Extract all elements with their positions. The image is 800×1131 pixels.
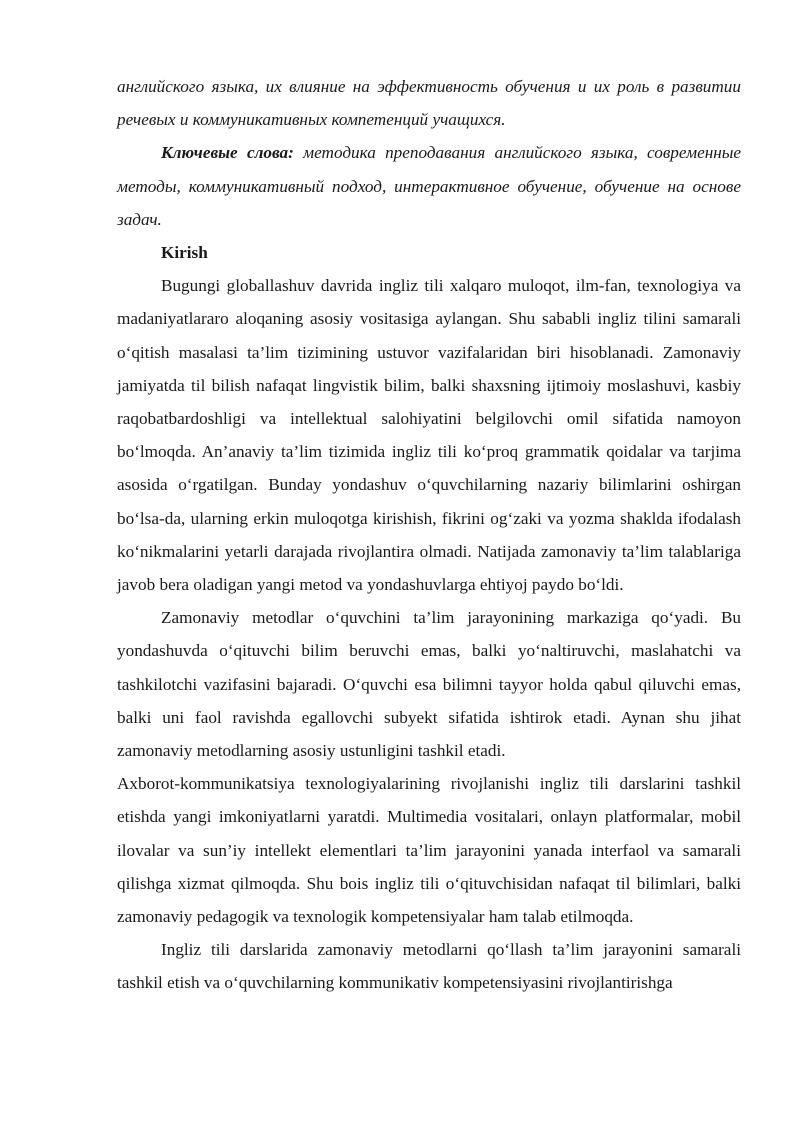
paragraph-1: Bugungi globallashuv davrida ingliz tili xalqaro muloqot, ilm-fan, texnologiya va madaniyatlararo aloqaning asosiy vositasiga aylangan. Shu sababli ingliz tilini samarali o‘qitish masalasi ta’lim tizimining ustuvor vazifalaridan biri hisoblanadi. Zamonaviy jamiyatda til bilish nafaqat lingvistik bilim, balki shaxsning ijtimoiy moslashuvi, kasbiy raqobatbardoshligi va intellektual salohiyatini belgilovchi omil sifatida namoyon bo‘lmoqda. An’anaviy ta’lim tizimida ingliz tili ko‘proq grammatik qoidalar va tarjima asosida o‘rgatilgan. Bunday yondashuv o‘quvchilarning nazariy bilimlarini oshirgan bo‘lsa-da, ularning erkin muloqotga kirishish, fikrini og‘zaki va yozma shaklda ifodalash ko‘nikmalarini yetarli darajada rivojlantira olmadi. Natijada zamonaviy ta’lim talablariga javob bera oladigan yangi metod va yondashuvlarga ehtiyoj paydo bo‘ldi.	[117, 276, 741, 595]
keywords-text: методика преподавания английского языка, современные методы, коммуникативный подход, интерактивное обучение, обучение на основе задач.	[117, 143, 742, 229]
paragraph-4: Ingliz tili darslarida zamonaviy metodlarni qo‘llash ta’lim jarayonini samarali tashkil etish va o‘quvchilarning kommunikativ kompetensiyasini rivojlantirishga	[117, 940, 741, 993]
keywords-label: Ключевые слова:	[161, 143, 294, 163]
document-page	[117, 70, 741, 1000]
paragraph-3: Axborot-kommunikatsiya texnologiyalarining rivojlanishi ingliz tili darslarini tashkil etishda yangi imkoniyatlarni yaratdi. Multimedia vositalari, onlayn platformalar, mobil ilovalar va sun’iy intellekt elementlari ta’lim jarayonini yanada interfaol va samarali qilishga xizmat qilmoqda. Shu bois ingliz tili o‘qituvchisidan nafaqat til bilimlari, balki zamonaviy pedagogik va texnologik kompetensiyalar ham talab etilmoqda.	[117, 774, 741, 927]
keywords-paragraph	[117, 136, 741, 236]
section-heading: Kirish	[161, 243, 208, 263]
abstract-tail: английского языка, их влияние на эффективность обучения и их роль в развитии речевых и коммуникативных компетенций учащихся.	[117, 77, 741, 130]
paragraph-2: Zamonaviy metodlar o‘quvchini ta’lim jarayonining markaziga qo‘yadi. Bu yondashuvda o‘qituvchi bilim beruvchi emas, balki yo‘naltiruvchi, maslahatchi va tashkilotchi vazifasini bajaradi. O‘quvchi esa bilimni tayyor holda qabul qiluvchi emas, balki uni faol ravishda egallovchi subyekt sifatida ishtirok etadi. Aynan shu jihat zamonaviy metodlarning asosiy ustunligini tashkil etadi.	[117, 608, 741, 761]
